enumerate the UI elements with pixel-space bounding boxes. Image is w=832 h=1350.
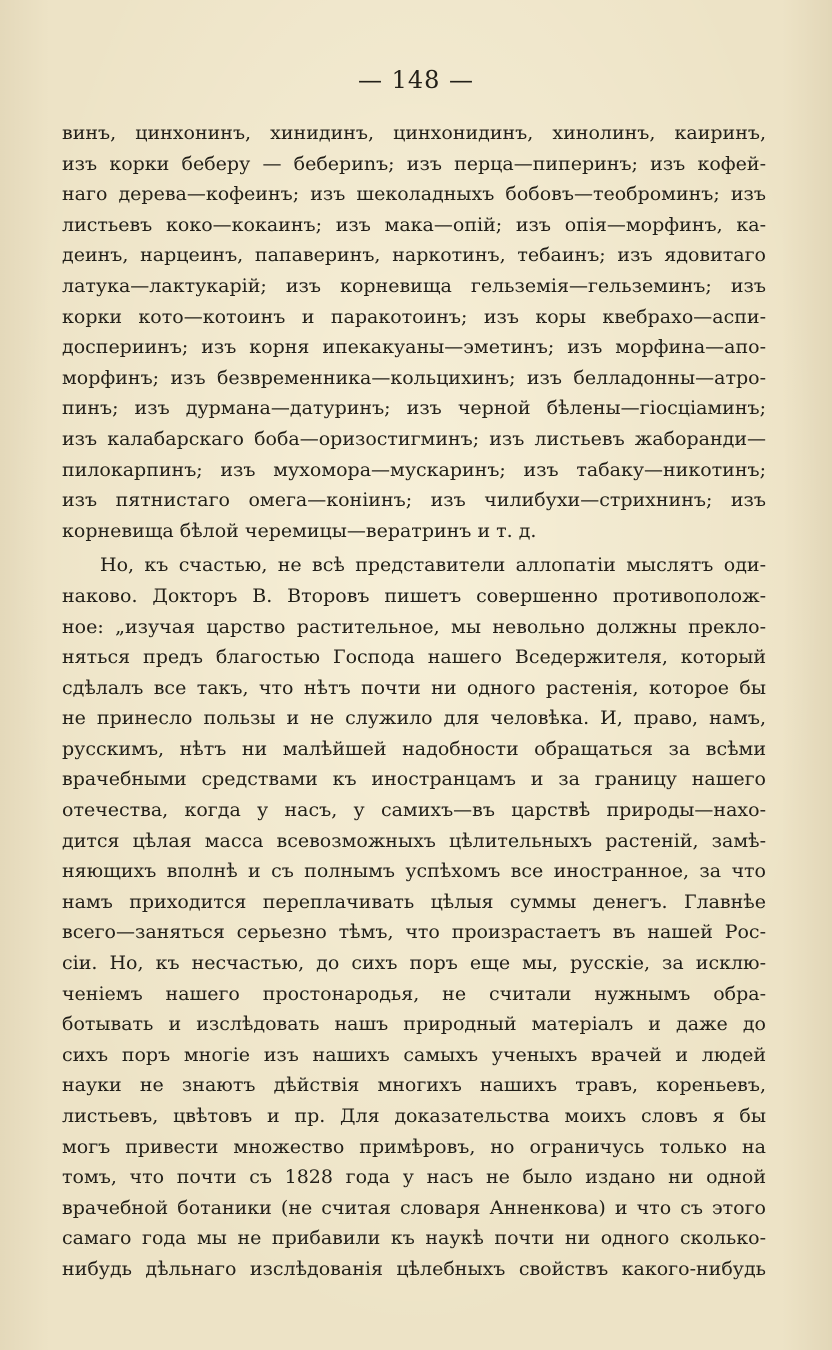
text-line: корневища бѣлой черемицы—вератринъ и т. д. bbox=[62, 519, 537, 542]
text-line: няющихъ вполнѣ и съ полнымъ успѣхомъ все иностранное, за что bbox=[62, 860, 766, 883]
text-line: ченіемъ нашего простонародья, не считали нужнымъ обра- bbox=[62, 982, 766, 1005]
text-line: сихъ поръ многіе изъ нашихъ самыхъ ученыхъ врачей и людей bbox=[62, 1043, 766, 1066]
text-line: деинъ, нарцеинъ, папаверинъ, наркотинъ, тебаинъ; изъ ядовитаго bbox=[62, 244, 766, 267]
text-line: всего—заняться серьезно тѣмъ, что произрастаетъ въ нашей Рос- bbox=[62, 921, 766, 944]
text-line: врачебными средствами къ иностранцамъ и за границу нашего bbox=[62, 768, 766, 791]
text-line: сдѣлалъ все такъ, что нѣтъ почти ни одного растенія, которое бы bbox=[62, 676, 766, 699]
text-line: няться предъ благостью Господа нашего Вседержителя, который bbox=[62, 646, 766, 669]
text-line: самаго года мы не прибавили къ наукѣ почти ни одного сколько- bbox=[62, 1227, 766, 1250]
paragraph-1 bbox=[62, 118, 766, 546]
text-line: изъ корки беберу — бебериnъ; изъ перца—пиперинъ; изъ кофей- bbox=[62, 152, 766, 175]
text-line: томъ, что почти съ 1828 года у насъ не было издано ни одной bbox=[62, 1166, 766, 1189]
text-line: корки кото—котоинъ и паракотоинъ; изъ коры квебрахо—аспи- bbox=[62, 305, 766, 328]
text-line: изъ пятнистаго омега—коніинъ; изъ чилибухи—стрихнинъ; изъ bbox=[62, 489, 766, 512]
text-line: могъ привести множество примѣровъ, но ограничусь только на bbox=[62, 1135, 766, 1158]
text-line: пилокарпинъ; изъ мухомора—мускаринъ; изъ табаку—никотинъ; bbox=[62, 458, 766, 481]
text-line: винъ, цинхонинъ, хинидинъ, цинхонидинъ, хинолинъ, каиринъ, bbox=[62, 122, 766, 144]
text-line: сіи. Но, къ несчастью, до сихъ поръ еще мы, русскіе, за исклю- bbox=[62, 952, 766, 975]
text-line: ное: „изучая царство растительное, мы невольно должны прекло- bbox=[62, 615, 766, 638]
text-line: дится цѣлая масса всевозможныхъ цѣлительныхъ растеній, замѣ- bbox=[62, 829, 766, 852]
text-body bbox=[62, 118, 766, 1285]
text-line: изъ калабарскаго боба—оризостигминъ; изъ листьевъ жабoранди— bbox=[62, 427, 766, 450]
text-line: науки не знаютъ дѣйствія многихъ нашихъ травъ, кореньевъ, bbox=[62, 1074, 766, 1097]
text-line: нибудь дѣльнаго изслѣдованія цѣлебныхъ свойствъ какого-нибудь bbox=[62, 1257, 766, 1280]
text-line: наково. Докторъ В. Второвъ пишетъ совершенно противополож- bbox=[62, 584, 766, 607]
text-line: Но, къ счастью, не всѣ представители аллопатіи мыслятъ оди- bbox=[100, 554, 766, 577]
text-line: латука—лактукарій; изъ корневища гельземія—гельземинъ; изъ bbox=[62, 274, 766, 297]
text-line: ботывать и изслѣдовать нашъ природный матеріалъ и даже до bbox=[62, 1013, 766, 1036]
page-number: — 148 — bbox=[357, 66, 475, 94]
text-line: русскимъ, нѣтъ ни малѣйшей надобности обращаться за всѣми bbox=[62, 737, 766, 760]
text-line: листьевъ, цвѣтовъ и пр. Для доказательства моихъ словъ я бы bbox=[62, 1105, 766, 1127]
text-line: наго дерева—кофеинъ; изъ шеколадныхъ бобовъ—теоброминъ; изъ bbox=[62, 183, 766, 206]
text-line: морфинъ; изъ безвременника—кольцихинъ; изъ белладонны—атро- bbox=[62, 366, 766, 389]
text-line: пинъ; изъ дурмана—датуринъ; изъ черной бѣлены—гіосціаминъ; bbox=[62, 397, 766, 420]
paragraph-2 bbox=[62, 550, 766, 1284]
text-line: намъ приходится переплачивать цѣлыя суммы денегъ. Главнѣе bbox=[62, 890, 766, 913]
text-line: листьевъ коко—кокаинъ; изъ мака—опій; изъ опія—морфинъ, ка- bbox=[62, 213, 766, 236]
text-line: врачебной ботаники (не считая словаря Анненкова) и что съ этого bbox=[62, 1196, 766, 1219]
text-line: доспериинъ; изъ корня ипекакуаны—эметинъ; изъ морфина—апо- bbox=[62, 336, 766, 359]
text-line: отечества, когда у насъ, у самихъ—въ царствѣ природы—нахо- bbox=[62, 799, 766, 822]
text-line: не принесло пользы и не служило для человѣка. И, право, намъ, bbox=[62, 707, 766, 730]
